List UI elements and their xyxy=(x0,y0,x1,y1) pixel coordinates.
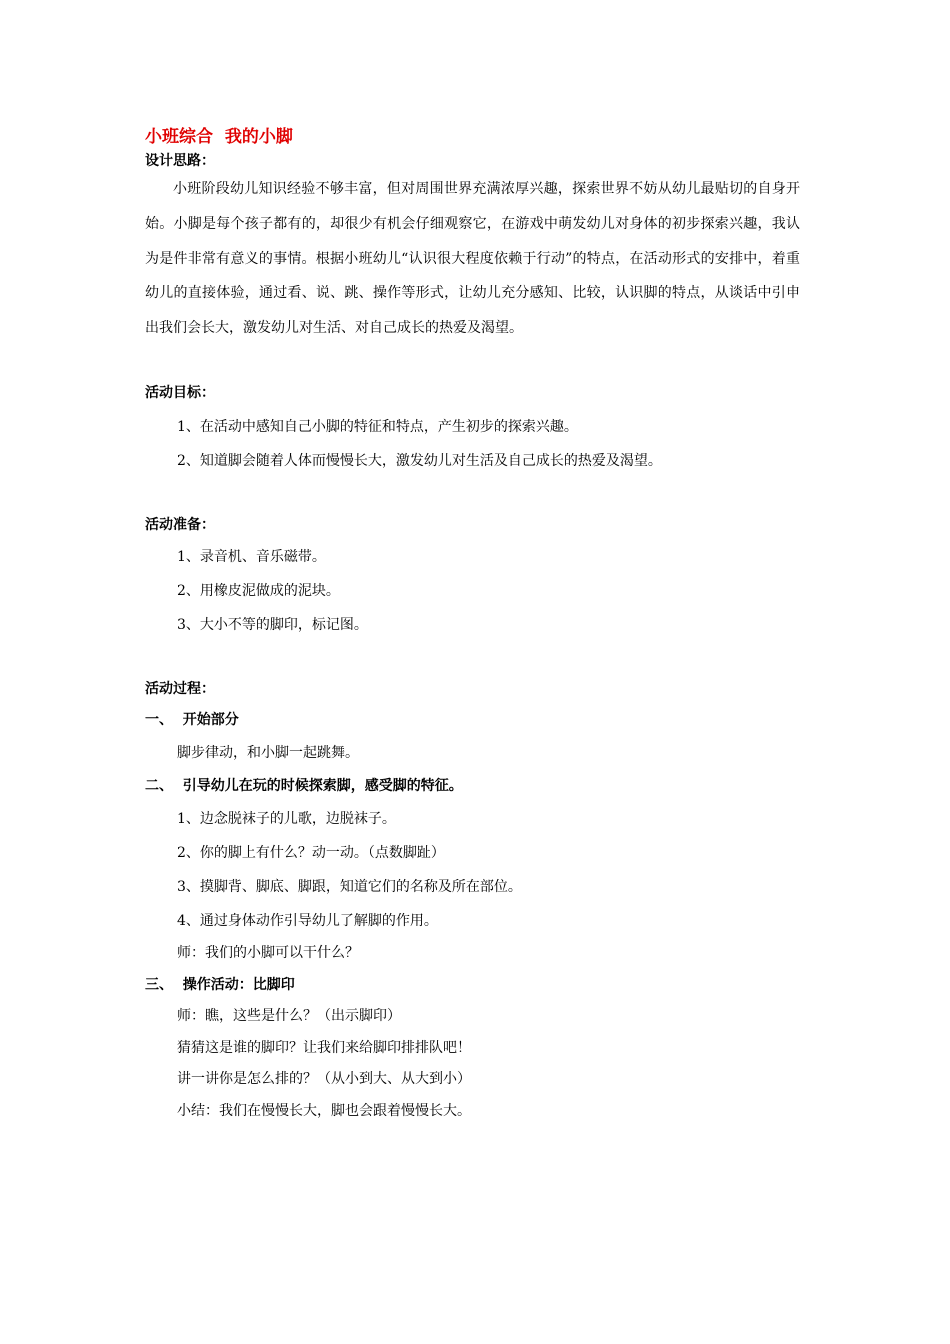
process-item: 师：瞧，这些是什么？（出示脚印） xyxy=(177,1008,401,1025)
process-part2-title: 二、 引导幼儿在玩的时候探索脚，感受脚的特征。 xyxy=(145,777,463,794)
process-item: 猜猜这是谁的脚印？让我们来给脚印排排队吧！ xyxy=(177,1039,471,1056)
process-heading: 活动过程： xyxy=(145,680,215,697)
prep-heading: 活动准备： xyxy=(145,516,215,533)
goals-heading: 活动目标： xyxy=(145,384,215,401)
prep-item: 2、用橡皮泥做成的泥块。 xyxy=(177,582,340,599)
process-item: 讲一讲你是怎么排的？（从小到大、从大到小） xyxy=(177,1071,471,1088)
process-item: 2、你的脚上有什么？动一动。（点数脚趾） xyxy=(177,844,445,861)
process-item: 小结：我们在慢慢长大，脚也会跟着慢慢长大。 xyxy=(177,1102,471,1119)
process-part1-title: 一、 开始部分 xyxy=(145,711,239,728)
document-body xyxy=(145,124,800,1127)
design-paragraph: 小班阶段幼儿知识经验不够丰富，但对周围世界充满浓厚兴趣，探索世界不妨从幼儿最贴切的自身开始。小脚是每个孩子都有的，却很少有机会仔细观察它，在游戏中萌发幼儿对身体的初步探索兴趣，我认为是件非常有意义的事情。根据小班幼儿“认识很大程度依赖于行动”的特点，在活动形式的安排中，着重幼儿的直接体验，通过看、说、跳、操作等形式，让幼儿充分感知、比较，认识脚的特点，从谈话中引申出我们会长大，激发幼儿对生活、对自己成长的热爱及渴望。 xyxy=(145,181,800,337)
goal-item: 2、知道脚会随着人体而慢慢长大，激发幼儿对生活及自己成长的热爱及渴望。 xyxy=(177,452,662,469)
design-heading: 设计思路： xyxy=(145,153,215,169)
goal-item: 1、在活动中感知自己小脚的特征和特点，产生初步的探索兴趣。 xyxy=(177,418,578,435)
prep-item: 1、录音机、音乐磁带。 xyxy=(177,548,326,565)
prep-item: 3、大小不等的脚印，标记图。 xyxy=(177,616,368,633)
process-item: 脚步律动，和小脚一起跳舞。 xyxy=(177,744,359,761)
process-item: 3、摸脚背、脚底、脚跟，知道它们的名称及所在部位。 xyxy=(177,878,522,895)
process-item: 1、边念脱袜子的儿歌，边脱袜子。 xyxy=(177,810,396,827)
process-part3-title: 三、 操作活动：比脚印 xyxy=(145,977,295,994)
document-title: 小班综合 我的小脚 xyxy=(145,127,293,147)
process-item: 4、通过身体动作引导幼儿了解脚的作用。 xyxy=(177,912,438,929)
process-item: 师：我们的小脚可以干什么？ xyxy=(177,944,359,961)
